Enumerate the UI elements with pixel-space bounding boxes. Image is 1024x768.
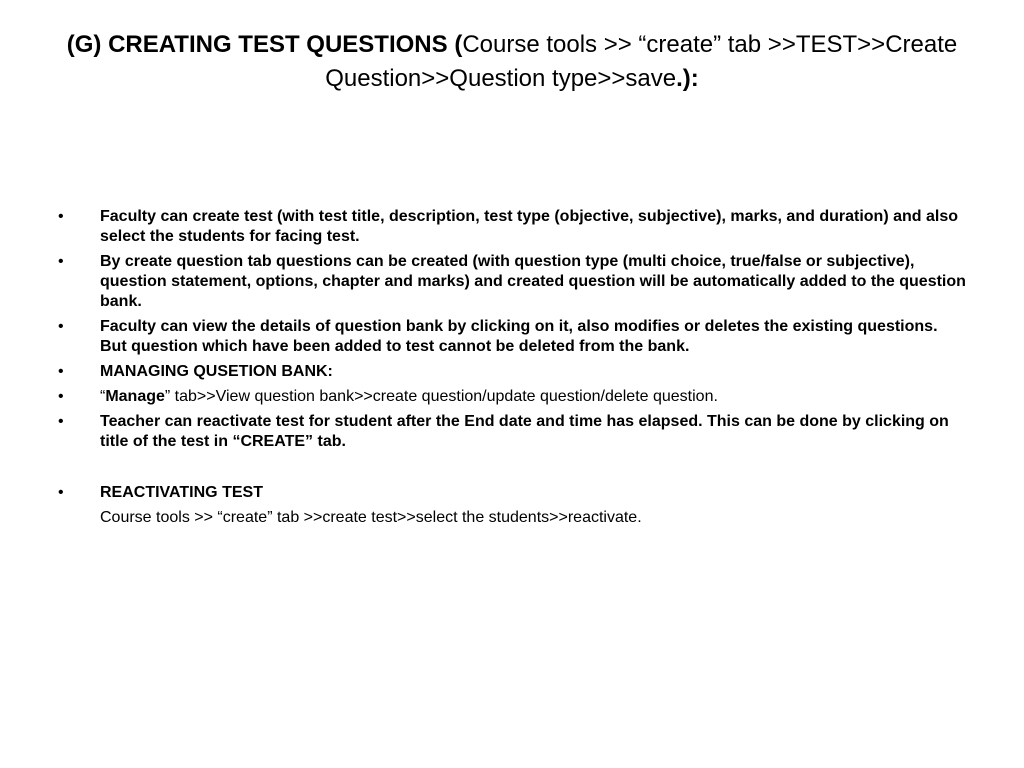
manage-bold-word: Manage <box>105 388 165 405</box>
bullet-marker: • <box>58 363 64 380</box>
bullet-create-test <box>58 207 968 247</box>
bullet-manage-path <box>58 387 968 407</box>
manage-open-quote: “ <box>100 388 106 405</box>
bullet-reactivate-info <box>58 412 968 452</box>
spacer <box>58 457 968 483</box>
bullet-text: Faculty can create test (with test title, description, test type (objective, subjective), marks, and duration) and also select the students for facing test. <box>100 208 958 245</box>
bullet-marker: • <box>58 484 64 501</box>
title-bold-end: .): <box>676 65 699 92</box>
bullet-text: REACTIVATING TEST <box>100 484 263 501</box>
bullet-question-bank <box>58 317 968 357</box>
bullet-marker: • <box>58 318 64 335</box>
title-bold-start: (G) CREATING TEST QUESTIONS ( <box>66 31 463 58</box>
bullet-marker: • <box>58 253 64 270</box>
bullet-create-question <box>58 252 968 312</box>
bullet-managing-heading <box>58 362 968 382</box>
bullet-marker: • <box>58 208 64 225</box>
bullet-text <box>100 388 718 405</box>
bullet-marker: • <box>58 413 64 430</box>
manage-rest: ” tab>>View question bank>>create question/update question/delete question. <box>164 388 718 405</box>
bullet-reactivating-heading <box>58 483 968 503</box>
bullet-text: Teacher can reactivate test for student after the End date and time has elapsed. This can be done by clicking on title of the test in “CREATE” tab. <box>100 413 949 450</box>
bullet-text: MANAGING QUSETION BANK: <box>100 363 333 380</box>
bullet-list <box>58 207 968 528</box>
bullet-marker: • <box>58 388 64 405</box>
slide-title <box>40 28 984 96</box>
reactivate-path: Course tools >> “create” tab >>create test>>select the students>>reactivate. <box>100 509 642 526</box>
bullet-text: Faculty can view the details of question bank by clicking on it, also modifies or deletes the existing questions. But question which have been added to test cannot be deleted from the bank. <box>100 318 938 355</box>
title-path: Course tools >> “create” tab >>TEST>>Create Question>>Question type>>save <box>325 31 958 92</box>
bullet-text: By create question tab questions can be created (with question type (multi choice, true/false or subjective), question statement, options, chapter and marks) and created question will be automatically added to the question bank. <box>100 253 966 310</box>
